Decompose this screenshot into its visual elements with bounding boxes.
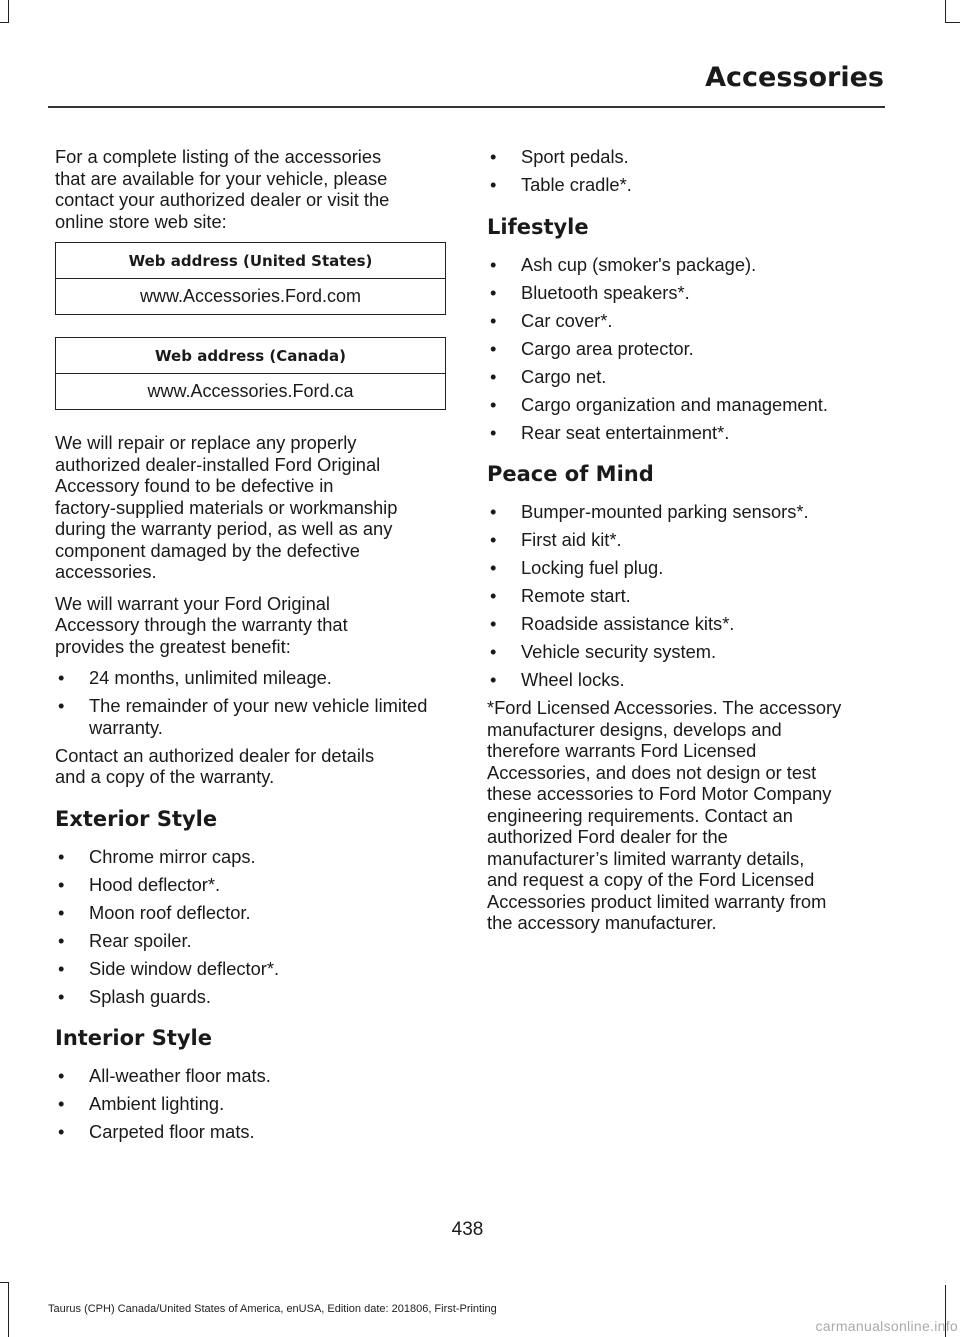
list-item: • Locking fuel plug. bbox=[490, 557, 664, 578]
crop-mark bbox=[945, 22, 960, 23]
page-number: 438 bbox=[451, 1219, 484, 1240]
page-title: Accessories bbox=[705, 62, 884, 93]
list-item: • All-weather floor mats. bbox=[58, 1065, 271, 1086]
crop-mark bbox=[8, 0, 9, 22]
left-column bbox=[55, 146, 447, 1149]
list-item: • Hood deflector*. bbox=[58, 873, 221, 895]
list-item: • Moon roof deflector. bbox=[58, 901, 251, 923]
list-item: • Cargo organization and management. bbox=[490, 393, 828, 415]
table-header: Web address (Canada) bbox=[56, 338, 446, 374]
web-address-us[interactable]: www.Accessories.Ford.com bbox=[56, 279, 446, 315]
list-item: • Table cradle*. bbox=[490, 174, 632, 195]
interior-list bbox=[55, 1065, 447, 1143]
section-heading-interior: Interior Style bbox=[55, 1026, 212, 1050]
web-address-ca[interactable]: www.Accessories.Ford.ca bbox=[56, 374, 446, 410]
footer-edition-info: Taurus (CPH) Canada/United States of America, enUSA, Edition date: 201806, First-Printing bbox=[48, 1303, 497, 1315]
list-item: • Bluetooth speakers*. bbox=[490, 281, 690, 303]
list-item: • Carpeted floor mats. bbox=[58, 1121, 255, 1142]
footnote-paragraph: *Ford Licensed Accessories. The accessory manufacturer designs, develops and therefore warrants Ford Licensed Accessories, and does not design or test these accessories to Ford Motor Company engineering requirements. Contact an authorized Ford dealer for the manufacturer’s limited warranty details, and request a copy of the Ford Licensed Accessories product limited warranty from the accessory manufacturer. bbox=[487, 697, 842, 933]
web-address-us-table bbox=[55, 242, 446, 315]
list-item: • Rear seat entertainment*. bbox=[490, 421, 730, 443]
peace-of-mind-list bbox=[487, 501, 882, 691]
list-item: • 24 months, unlimited mileage. bbox=[58, 667, 332, 688]
exterior-list bbox=[55, 846, 447, 1008]
section-heading-lifestyle: Lifestyle bbox=[487, 214, 589, 239]
list-item: • Vehicle security system. bbox=[490, 641, 717, 662]
list-item: • Wheel locks. bbox=[490, 669, 625, 690]
list-item: • The remainder of your new vehicle limited warranty. bbox=[58, 695, 428, 738]
list-item: • Car cover*. bbox=[490, 309, 613, 331]
warrant-list bbox=[55, 667, 447, 738]
interior-list-continued bbox=[487, 146, 882, 196]
warrant-paragraph: We will warrant your Ford Original Accessory through the warranty that provides the greatest benefit: bbox=[55, 592, 348, 657]
lifestyle-list bbox=[487, 254, 882, 444]
web-address-ca-table bbox=[55, 337, 446, 410]
watermark: carmanualsonline.info bbox=[815, 1318, 958, 1334]
list-item: • Ambient lighting. bbox=[58, 1093, 225, 1114]
list-item: • Sport pedals. bbox=[490, 146, 629, 167]
repair-paragraph: We will repair or replace any properly authorized dealer-installed Ford Original Accessory found to be defective in factory-supplied materials or workmanship during the warranty period, as well as any component damaged by the defective accessories. bbox=[55, 432, 398, 582]
section-heading-peace-of-mind: Peace of Mind bbox=[487, 462, 654, 486]
list-item: • Cargo net. bbox=[490, 365, 607, 387]
crop-mark bbox=[0, 22, 9, 23]
list-item: • Rear spoiler. bbox=[58, 929, 192, 951]
title-divider bbox=[48, 106, 885, 108]
table-header: Web address (United States) bbox=[56, 243, 446, 279]
contact-paragraph: Contact an authorized dealer for details and a copy of the warranty. bbox=[55, 744, 375, 787]
crop-mark bbox=[8, 1282, 9, 1337]
section-heading-exterior: Exterior Style bbox=[55, 806, 218, 831]
crop-mark bbox=[945, 0, 946, 22]
list-item: • Side window deflector*. bbox=[58, 957, 280, 979]
list-item: • Splash guards. bbox=[58, 985, 211, 1007]
list-item: • Remote start. bbox=[490, 585, 631, 606]
list-item: • First aid kit*. bbox=[490, 529, 622, 550]
right-column bbox=[487, 146, 882, 944]
crop-mark bbox=[0, 1282, 9, 1283]
list-item: • Chrome mirror caps. bbox=[58, 845, 256, 867]
list-item: • Cargo area protector. bbox=[490, 337, 694, 359]
list-item: • Roadside assistance kits*. bbox=[490, 613, 735, 634]
list-item: • Bumper-mounted parking sensors*. bbox=[490, 501, 809, 522]
intro-paragraph: For a complete listing of the accessories that are available for your vehicle, please contact your authorized dealer or visit the online store web site: bbox=[55, 146, 390, 232]
list-item: • Ash cup (smoker's package). bbox=[490, 253, 757, 275]
